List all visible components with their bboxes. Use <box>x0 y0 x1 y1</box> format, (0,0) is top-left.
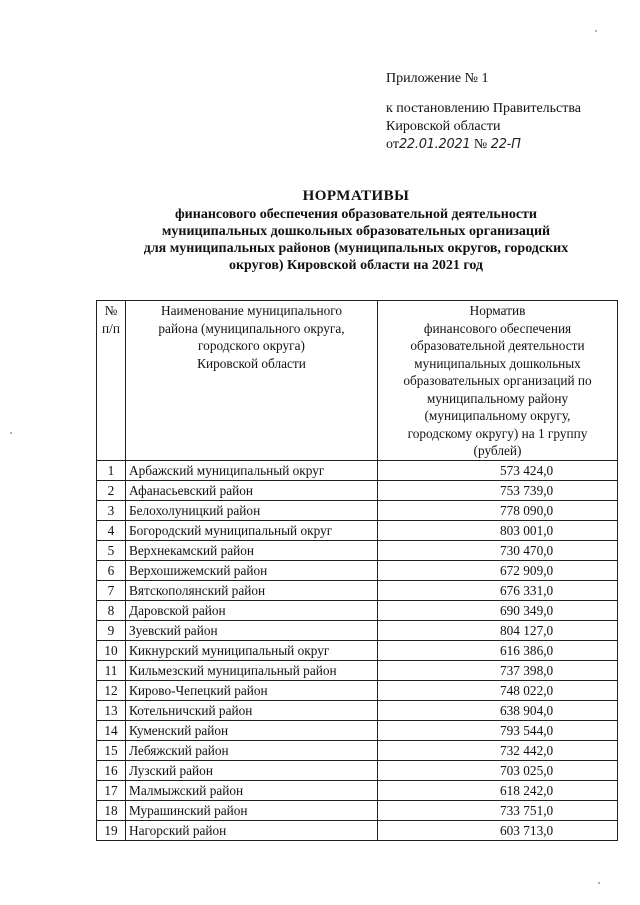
row-number: 15 <box>97 740 126 760</box>
table-row <box>97 800 618 820</box>
row-normative-value: 803 001,0 <box>378 520 618 540</box>
table-header-row <box>97 301 618 461</box>
title-line-4: округов) Кировской области на 2021 год <box>228 258 484 273</box>
table-row <box>97 620 618 640</box>
row-normative-value: 753 739,0 <box>378 480 618 500</box>
row-normative-value: 616 386,0 <box>378 640 618 660</box>
row-normative-value: 618 242,0 <box>378 780 618 800</box>
table-row <box>97 760 618 780</box>
row-number: 1 <box>97 460 126 480</box>
row-number: 2 <box>97 480 126 500</box>
row-district-name: Нагорский район <box>126 820 378 840</box>
header-num <box>97 301 126 461</box>
table-row <box>97 460 618 480</box>
header-value-line: муниципальному району <box>426 390 569 406</box>
row-number: 19 <box>97 820 126 840</box>
row-normative-value: 703 025,0 <box>378 760 618 780</box>
row-normative-value: 748 022,0 <box>378 680 618 700</box>
header-name <box>126 301 378 461</box>
row-normative-value: 793 544,0 <box>378 720 618 740</box>
title-line-1: финансового обеспечения образовательной деятельности <box>175 207 537 222</box>
row-district-name: Кирово-Чепецкий район <box>126 680 378 700</box>
row-district-name: Верхошижемский район <box>126 560 378 580</box>
row-district-name: Даровской район <box>126 600 378 620</box>
row-normative-value: 730 470,0 <box>378 540 618 560</box>
handwritten-number: 22-П <box>490 137 521 152</box>
row-district-name: Кильмезский муниципальный район <box>126 660 378 680</box>
header-name-line: Кировской области <box>197 355 306 371</box>
row-normative-value: 638 904,0 <box>378 700 618 720</box>
appendix-block <box>386 70 581 154</box>
row-normative-value: 672 909,0 <box>378 560 618 580</box>
row-normative-value: 676 331,0 <box>378 580 618 600</box>
row-number: 18 <box>97 800 126 820</box>
row-district-name: Лебяжский район <box>126 740 378 760</box>
appendix-line-2: Кировской области <box>386 119 501 134</box>
row-number: 17 <box>97 780 126 800</box>
table-row <box>97 540 618 560</box>
appendix-line-1: к постановлению Правительства <box>386 101 582 116</box>
header-num-line: п/п <box>102 320 120 336</box>
scan-speck <box>595 30 597 32</box>
row-number: 3 <box>97 500 126 520</box>
row-normative-value: 573 424,0 <box>378 460 618 480</box>
scan-speck <box>10 432 12 434</box>
header-value-line: (муниципальному округу, <box>424 408 571 423</box>
header-value-line: образовательной деятельности <box>410 338 585 353</box>
table-row <box>97 500 618 520</box>
row-district-name: Зуевский район <box>126 620 378 640</box>
row-number: 13 <box>97 700 126 720</box>
row-district-name: Котельничский район <box>126 700 378 720</box>
table-row <box>97 560 618 580</box>
header-value-line: (рублей) <box>473 443 522 458</box>
row-number: 16 <box>97 760 126 780</box>
row-normative-value: 737 398,0 <box>378 660 618 680</box>
row-district-name: Белохолуницкий район <box>126 500 378 520</box>
header-value-line: муниципальных дошкольных <box>414 355 581 371</box>
table-row <box>97 780 618 800</box>
row-number: 7 <box>97 580 126 600</box>
row-number: 11 <box>97 660 126 680</box>
table-row <box>97 700 618 720</box>
row-district-name: Вятскополянский район <box>126 580 378 600</box>
table-row <box>97 480 618 500</box>
header-name-line: Наименование муниципального <box>160 303 343 318</box>
header-value <box>378 301 618 461</box>
table-row <box>97 660 618 680</box>
table-row <box>97 820 618 840</box>
header-value-line: Норматив <box>469 303 526 318</box>
document-title <box>96 188 616 274</box>
header-value-line: финансового обеспечения <box>423 320 572 336</box>
row-normative-value: 690 349,0 <box>378 600 618 620</box>
header-name-line: района (муниципального округа, <box>158 320 345 336</box>
handwritten-date: 22.01.2021 <box>398 137 471 152</box>
row-number: 10 <box>97 640 126 660</box>
table-row <box>97 680 618 700</box>
row-district-name: Куменский район <box>126 720 378 740</box>
row-number: 12 <box>97 680 126 700</box>
row-district-name: Мурашинский район <box>126 800 378 820</box>
table-row <box>97 580 618 600</box>
normatives-table <box>96 300 618 841</box>
row-number: 14 <box>97 720 126 740</box>
row-district-name: Малмыжский район <box>126 780 378 800</box>
row-district-name: Верхнекамский район <box>126 540 378 560</box>
title-line-3: для муниципальных районов (муниципальных округов, городских <box>143 241 569 256</box>
date-prefix: от <box>386 137 399 152</box>
row-district-name: Богородский муниципальный округ <box>126 520 378 540</box>
row-number: 6 <box>97 560 126 580</box>
row-normative-value: 804 127,0 <box>378 620 618 640</box>
row-number: 9 <box>97 620 126 640</box>
row-number: 5 <box>97 540 126 560</box>
header-value-line: образовательных организаций по <box>403 373 592 388</box>
header-num-line: № <box>104 303 118 318</box>
title-main: НОРМАТИВЫ <box>302 188 410 204</box>
header-name-line: городского округа) <box>198 338 305 353</box>
table-row <box>97 740 618 760</box>
row-district-name: Кикнурский муниципальный округ <box>126 640 378 660</box>
table-row <box>97 640 618 660</box>
header-value-line: городскому округу) на 1 группу <box>407 425 588 441</box>
title-line-2: муниципальных дошкольных образовательных организаций <box>161 224 551 239</box>
number-prefix: № <box>473 137 488 152</box>
table-row <box>97 600 618 620</box>
row-number: 4 <box>97 520 126 540</box>
appendix-label: Приложение № 1 <box>386 71 489 86</box>
row-normative-value: 732 442,0 <box>378 740 618 760</box>
row-district-name: Арбажский муниципальный округ <box>126 460 378 480</box>
row-normative-value: 778 090,0 <box>378 500 618 520</box>
table-row <box>97 520 618 540</box>
appendix-date-line <box>386 136 581 154</box>
table-row <box>97 720 618 740</box>
row-district-name: Лузский район <box>126 760 378 780</box>
row-district-name: Афанасьевский район <box>126 480 378 500</box>
row-normative-value: 733 751,0 <box>378 800 618 820</box>
scan-speck <box>598 882 600 884</box>
row-number: 8 <box>97 600 126 620</box>
row-normative-value: 603 713,0 <box>378 820 618 840</box>
